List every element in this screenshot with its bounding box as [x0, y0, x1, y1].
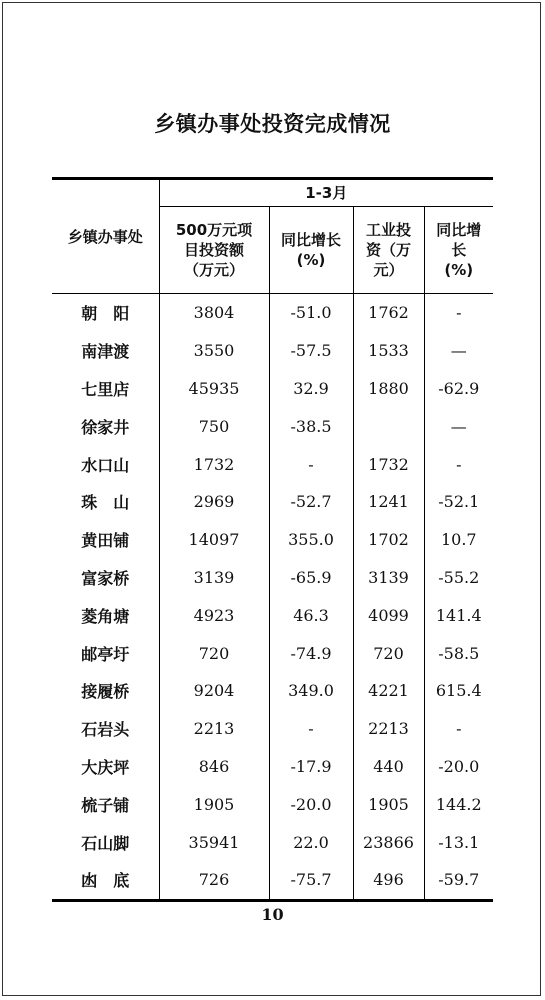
table-row [52, 370, 493, 408]
table-row [52, 785, 493, 823]
township-name-cell: 石山脚 [52, 823, 159, 861]
row-header-township: 乡镇办事处 [52, 179, 159, 294]
table-row [52, 672, 493, 710]
project-investment-cell: 846 [159, 748, 269, 786]
industrial-investment-cell: 4099 [353, 596, 424, 634]
project-investment-cell: 35941 [159, 823, 269, 861]
table-row [52, 521, 493, 559]
township-name-cell: 黄田铺 [52, 521, 159, 559]
township-name-cell: 梳子铺 [52, 785, 159, 823]
yoy-growth-2-cell: -55.2 [438, 567, 480, 587]
yoy-growth-2-cell: -20.0 [438, 756, 480, 776]
yoy-growth-1-cell: 349.0 [269, 672, 353, 710]
yoy-growth-2-cell: -13.1 [438, 832, 480, 852]
yoy-growth-2-cell: -52.1 [438, 492, 480, 512]
yoy-growth-1-cell: 32.9 [269, 370, 353, 408]
project-investment-cell: 1905 [159, 785, 269, 823]
yoy-growth-2-cell: 141.4 [435, 605, 482, 625]
industrial-investment-cell: 1732 [353, 445, 424, 483]
yoy-growth-2-cell: — [450, 416, 467, 436]
township-name-cell: 珠 山 [52, 483, 159, 521]
industrial-investment-cell: 440 [353, 748, 424, 786]
yoy-growth-1-cell: -20.0 [269, 785, 353, 823]
township-name-cell: 朝 阳 [52, 294, 159, 332]
yoy-growth-2-cell: — [450, 341, 467, 361]
industrial-investment-cell: 1241 [353, 483, 424, 521]
table-row [52, 332, 493, 370]
project-investment-cell: 726 [159, 861, 269, 900]
industrial-investment-cell [353, 407, 424, 445]
industrial-investment-cell: 1702 [353, 521, 424, 559]
yoy-growth-2-cell: -59.7 [438, 870, 480, 890]
township-name-cell: 大庆坪 [52, 748, 159, 786]
township-name-cell: 邮亭圩 [52, 634, 159, 672]
yoy-growth-2-cell: 10.7 [440, 530, 477, 550]
township-name-cell: 水口山 [52, 445, 159, 483]
yoy-growth-1-cell: -52.7 [269, 483, 353, 521]
table-row [52, 596, 493, 634]
township-name-cell: 徐家井 [52, 407, 159, 445]
township-name-cell: 菱角塘 [52, 596, 159, 634]
township-name-cell: 接履桥 [52, 672, 159, 710]
table-body [52, 294, 493, 901]
table-row [52, 559, 493, 597]
page-title: 乡镇办事处投资完成情况 [154, 112, 391, 136]
yoy-growth-2-cell: 144.2 [435, 794, 482, 814]
col-header-yoy-growth-2: 同比增 长 (%) [424, 207, 493, 294]
industrial-investment-cell: 4221 [353, 672, 424, 710]
project-investment-cell: 14097 [159, 521, 269, 559]
industrial-investment-cell: 2213 [353, 710, 424, 748]
table-row [52, 748, 493, 786]
project-investment-cell: 9204 [159, 672, 269, 710]
project-investment-cell: 45935 [159, 370, 269, 408]
project-investment-cell: 3550 [159, 332, 269, 370]
yoy-growth-1-cell: -65.9 [269, 559, 353, 597]
industrial-investment-cell: 1762 [353, 294, 424, 332]
yoy-growth-2-cell: -58.5 [438, 643, 480, 663]
yoy-growth-1-cell: -75.7 [269, 861, 353, 900]
industrial-investment-cell: 23866 [353, 823, 424, 861]
col-header-yoy-growth-1: 同比增长 (%) [269, 207, 353, 294]
investment-table [52, 177, 493, 902]
project-investment-cell: 750 [159, 407, 269, 445]
township-name-cell: 石岩头 [52, 710, 159, 748]
project-investment-cell: 720 [159, 634, 269, 672]
project-investment-cell: 2969 [159, 483, 269, 521]
project-investment-cell: 1732 [159, 445, 269, 483]
industrial-investment-cell: 1533 [353, 332, 424, 370]
table-row [52, 294, 493, 332]
yoy-growth-1-cell: - [269, 445, 353, 483]
industrial-investment-cell: 1880 [353, 370, 424, 408]
table-row [52, 407, 493, 445]
yoy-growth-1-cell: -74.9 [269, 634, 353, 672]
yoy-growth-1-cell: 355.0 [269, 521, 353, 559]
project-investment-cell: 2213 [159, 710, 269, 748]
township-name-cell: 七里店 [52, 370, 159, 408]
yoy-growth-2-cell: - [456, 719, 462, 739]
table-row [52, 634, 493, 672]
yoy-growth-1-cell: -38.5 [269, 407, 353, 445]
yoy-growth-1-cell: 46.3 [269, 596, 353, 634]
township-name-cell: 南津渡 [52, 332, 159, 370]
yoy-growth-1-cell: -57.5 [269, 332, 353, 370]
township-name-cell: 凼 底 [52, 861, 159, 900]
project-investment-cell: 4923 [159, 596, 269, 634]
table-row [52, 483, 493, 521]
col-header-industrial-investment: 工业投 资（万 元） [353, 207, 424, 294]
project-investment-cell: 3804 [159, 294, 269, 332]
table-row [52, 710, 493, 748]
industrial-investment-cell: 3139 [353, 559, 424, 597]
industrial-investment-cell: 1905 [353, 785, 424, 823]
yoy-growth-1-cell: - [269, 710, 353, 748]
yoy-growth-2-cell: 615.4 [435, 681, 482, 701]
township-name-cell: 富家桥 [52, 559, 159, 597]
industrial-investment-cell: 720 [353, 634, 424, 672]
table-row [52, 861, 493, 900]
yoy-growth-1-cell: -17.9 [269, 748, 353, 786]
yoy-growth-2-cell: -62.9 [438, 378, 480, 398]
yoy-growth-1-cell: -51.0 [269, 294, 353, 332]
col-header-project-investment: 500万元项 目投资额 （万元） [159, 207, 269, 294]
table-row [52, 445, 493, 483]
yoy-growth-2-cell: - [456, 303, 462, 323]
yoy-growth-2-cell: - [456, 454, 462, 474]
page-number: 10 [261, 905, 284, 924]
industrial-investment-cell: 496 [353, 861, 424, 900]
project-investment-cell: 3139 [159, 559, 269, 597]
period-header: 1-3月 [159, 179, 493, 207]
yoy-growth-1-cell: 22.0 [269, 823, 353, 861]
table-row [52, 823, 493, 861]
